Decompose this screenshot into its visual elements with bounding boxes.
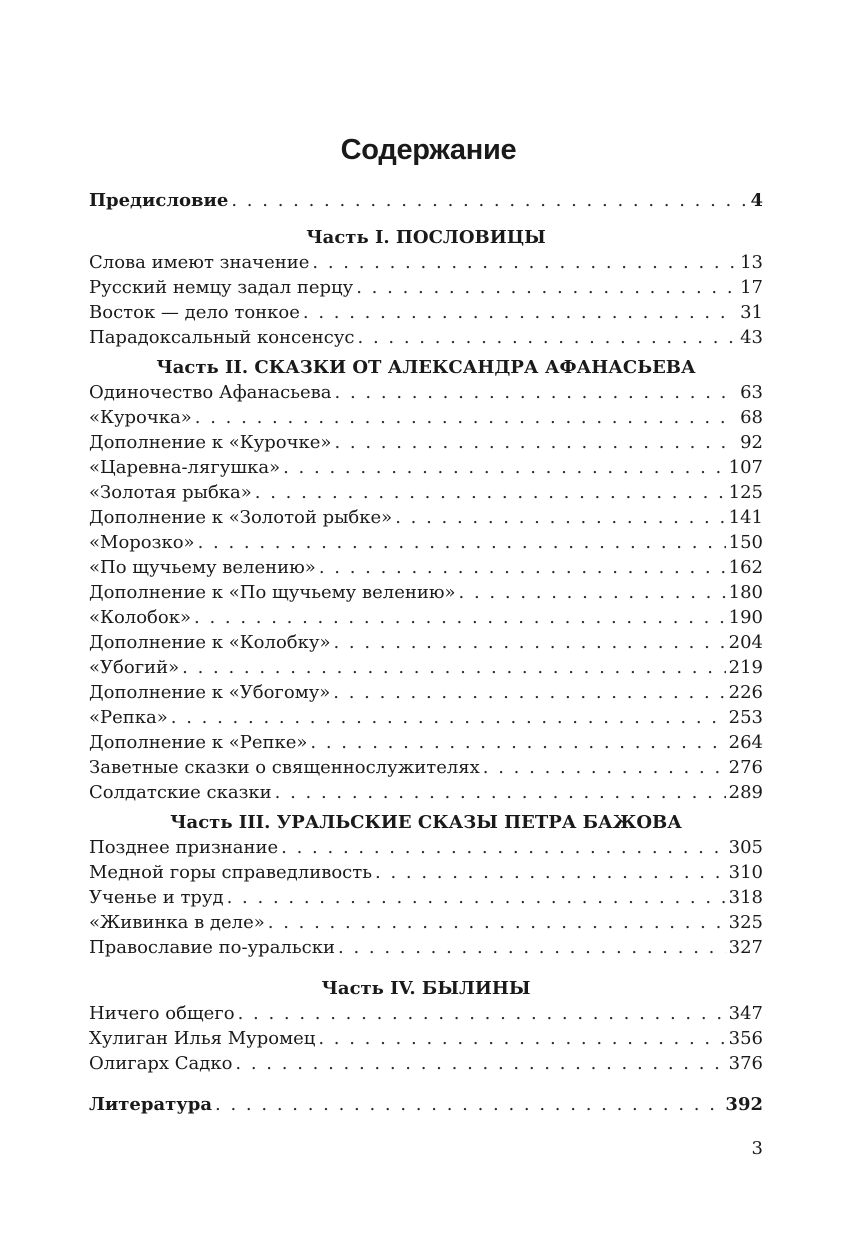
toc-entry-label: «Царевна-лягушка» xyxy=(89,457,281,478)
toc-entry[interactable] xyxy=(89,455,763,480)
toc-entry-label: Предисловие xyxy=(89,190,229,211)
toc-entry-page: 327 xyxy=(728,937,763,958)
toc-entry-page: 162 xyxy=(728,557,763,578)
dot-leader xyxy=(255,480,726,505)
toc-entry-label: Слова имеют значение xyxy=(89,252,310,273)
part-heading: Часть I. ПОСЛОВИЦЫ xyxy=(306,227,546,248)
toc-entry[interactable] xyxy=(89,505,763,530)
toc-entry[interactable] xyxy=(89,530,763,555)
dot-leader xyxy=(459,580,726,605)
toc-entry-page: 13 xyxy=(740,252,763,273)
toc-entry[interactable] xyxy=(89,835,763,860)
toc-entry-page: 92 xyxy=(740,432,763,453)
page-number: 3 xyxy=(751,1138,763,1159)
toc-entry-page: 107 xyxy=(728,457,763,478)
toc-entry-label: Парадоксальный консенсус xyxy=(89,327,355,348)
toc-entry-label: «Убогий» xyxy=(89,657,180,678)
toc-entry-page: 276 xyxy=(728,757,763,778)
toc-entry[interactable] xyxy=(89,325,763,350)
toc-entry-label: Хулиган Илья Муромец xyxy=(89,1028,316,1049)
toc-entry-label: Солдатские сказки xyxy=(89,782,272,803)
toc-entry-label: «Живинка в деле» xyxy=(89,912,265,933)
toc-entry-label: Олигарх Садко xyxy=(89,1053,233,1074)
part-heading: Часть IV. БЫЛИНЫ xyxy=(321,978,531,999)
toc-entry[interactable] xyxy=(89,630,763,655)
table-of-contents xyxy=(89,188,763,1117)
toc-entry[interactable] xyxy=(89,300,763,325)
toc-entry-label: Дополнение к «Курочке» xyxy=(89,432,332,453)
toc-entry-page: 150 xyxy=(728,532,763,553)
dot-leader xyxy=(195,405,737,430)
toc-entry-label: Медной горы справедливость xyxy=(89,862,372,883)
toc-entry[interactable] xyxy=(89,705,763,730)
toc-entry[interactable] xyxy=(89,580,763,605)
toc-entry[interactable] xyxy=(89,730,763,755)
dot-leader xyxy=(198,530,726,555)
toc-entry-page: 305 xyxy=(728,837,763,858)
toc-entry-page: 180 xyxy=(728,582,763,603)
dot-leader xyxy=(215,1092,722,1117)
dot-leader xyxy=(338,935,726,960)
toc-entry[interactable] xyxy=(89,1001,763,1026)
toc-entry-page: 219 xyxy=(728,657,763,678)
dot-leader xyxy=(231,188,747,213)
toc-entry[interactable] xyxy=(89,860,763,885)
toc-entry[interactable] xyxy=(89,250,763,275)
toc-entry-label: «Колобок» xyxy=(89,607,191,628)
toc-entry-literature[interactable] xyxy=(89,1092,763,1117)
toc-entry-page: 289 xyxy=(728,782,763,803)
toc-entry[interactable] xyxy=(89,380,763,405)
toc-entry[interactable] xyxy=(89,480,763,505)
dot-leader xyxy=(235,1051,725,1076)
toc-entry-page: 125 xyxy=(728,482,763,503)
toc-entry-label: Заветные сказки о священнослужителях xyxy=(89,757,480,778)
toc-entry-page: 204 xyxy=(728,632,763,653)
dot-leader xyxy=(171,705,726,730)
toc-entry-page: 318 xyxy=(728,887,763,908)
toc-entry-page: 63 xyxy=(740,382,763,403)
toc-entry-label: «Золотая рыбка» xyxy=(89,482,252,503)
dot-leader xyxy=(318,1026,725,1051)
dot-leader xyxy=(358,325,738,350)
dot-leader xyxy=(333,630,725,655)
toc-entry-label: Позднее признание xyxy=(89,837,279,858)
toc-entry-label: Дополнение к «Колобку» xyxy=(89,632,331,653)
toc-entry-page: 68 xyxy=(740,407,763,428)
toc-entry-label: Дополнение к «Репке» xyxy=(89,732,308,753)
toc-entry-label: Ученье и труд xyxy=(89,887,224,908)
toc-entry[interactable] xyxy=(89,755,763,780)
toc-entry-page: 325 xyxy=(728,912,763,933)
toc-entry-page: 347 xyxy=(728,1003,763,1024)
toc-entry-page: 310 xyxy=(728,862,763,883)
toc-entry-label: Дополнение к «Золотой рыбке» xyxy=(89,507,393,528)
dot-leader xyxy=(227,885,726,910)
toc-entry-label: Русский немцу задал перцу xyxy=(89,277,354,298)
dot-leader xyxy=(238,1001,726,1026)
toc-entry[interactable] xyxy=(89,910,763,935)
toc-entry[interactable] xyxy=(89,1026,763,1051)
toc-entry[interactable] xyxy=(89,555,763,580)
toc-entry[interactable] xyxy=(89,680,763,705)
dot-leader xyxy=(395,505,725,530)
toc-entry-page: 190 xyxy=(728,607,763,628)
toc-entry-label: Литература xyxy=(89,1094,213,1115)
toc-entry[interactable] xyxy=(89,885,763,910)
toc-entry-page: 141 xyxy=(728,507,763,528)
toc-entry-page: 376 xyxy=(728,1053,763,1074)
page-title: Содержание xyxy=(340,134,517,166)
toc-entry-page: 226 xyxy=(728,682,763,703)
toc-entry-label: «Морозко» xyxy=(89,532,195,553)
toc-entry-label: «Курочка» xyxy=(89,407,192,428)
toc-entry-page: 264 xyxy=(728,732,763,753)
part-heading: Часть III. УРАЛЬСКИЕ СКАЗЫ ПЕТРА БАЖОВА xyxy=(170,812,682,833)
dot-leader xyxy=(333,680,725,705)
toc-entry[interactable] xyxy=(89,275,763,300)
dot-leader xyxy=(268,910,726,935)
dot-leader xyxy=(303,300,737,325)
toc-entry-label: «Репка» xyxy=(89,707,168,728)
part-heading: Часть II. СКАЗКИ ОТ АЛЕКСАНДРА АФАНАСЬЕВА xyxy=(156,357,696,378)
dot-leader xyxy=(182,655,726,680)
dot-leader xyxy=(375,860,726,885)
dot-leader xyxy=(319,555,726,580)
dot-leader xyxy=(312,250,737,275)
toc-entry-label: «По щучьему велению» xyxy=(89,557,316,578)
dot-leader xyxy=(310,730,725,755)
toc-entry[interactable] xyxy=(89,1051,763,1076)
toc-entry-page: 356 xyxy=(728,1028,763,1049)
toc-entry-page: 43 xyxy=(740,327,763,348)
toc-entry-label: Дополнение к «По щучьему велению» xyxy=(89,582,456,603)
toc-entry-label: Ничего общего xyxy=(89,1003,235,1024)
toc-entry-label: Православие по-уральски xyxy=(89,937,335,958)
dot-leader xyxy=(194,605,726,630)
toc-entry-page: 17 xyxy=(740,277,763,298)
toc-entry-label: Дополнение к «Убогому» xyxy=(89,682,331,703)
dot-leader xyxy=(335,380,738,405)
toc-entry[interactable] xyxy=(89,405,763,430)
toc-entry-page: 253 xyxy=(728,707,763,728)
dot-leader xyxy=(356,275,737,300)
toc-entry-preface[interactable] xyxy=(89,188,763,213)
dot-leader xyxy=(275,780,726,805)
toc-entry-label: Одиночество Афанасьева xyxy=(89,382,332,403)
toc-entry-page: 392 xyxy=(725,1094,763,1115)
toc-entry-label: Восток — дело тонкое xyxy=(89,302,300,323)
toc-entry[interactable] xyxy=(89,605,763,630)
dot-leader xyxy=(283,455,726,480)
toc-entry[interactable] xyxy=(89,430,763,455)
toc-entry-page: 4 xyxy=(750,190,763,211)
toc-entry-page: 31 xyxy=(740,302,763,323)
dot-leader xyxy=(281,835,725,860)
toc-entry[interactable] xyxy=(89,935,763,960)
toc-entry[interactable] xyxy=(89,655,763,680)
dot-leader xyxy=(483,755,726,780)
dot-leader xyxy=(334,430,737,455)
toc-entry[interactable] xyxy=(89,780,763,805)
